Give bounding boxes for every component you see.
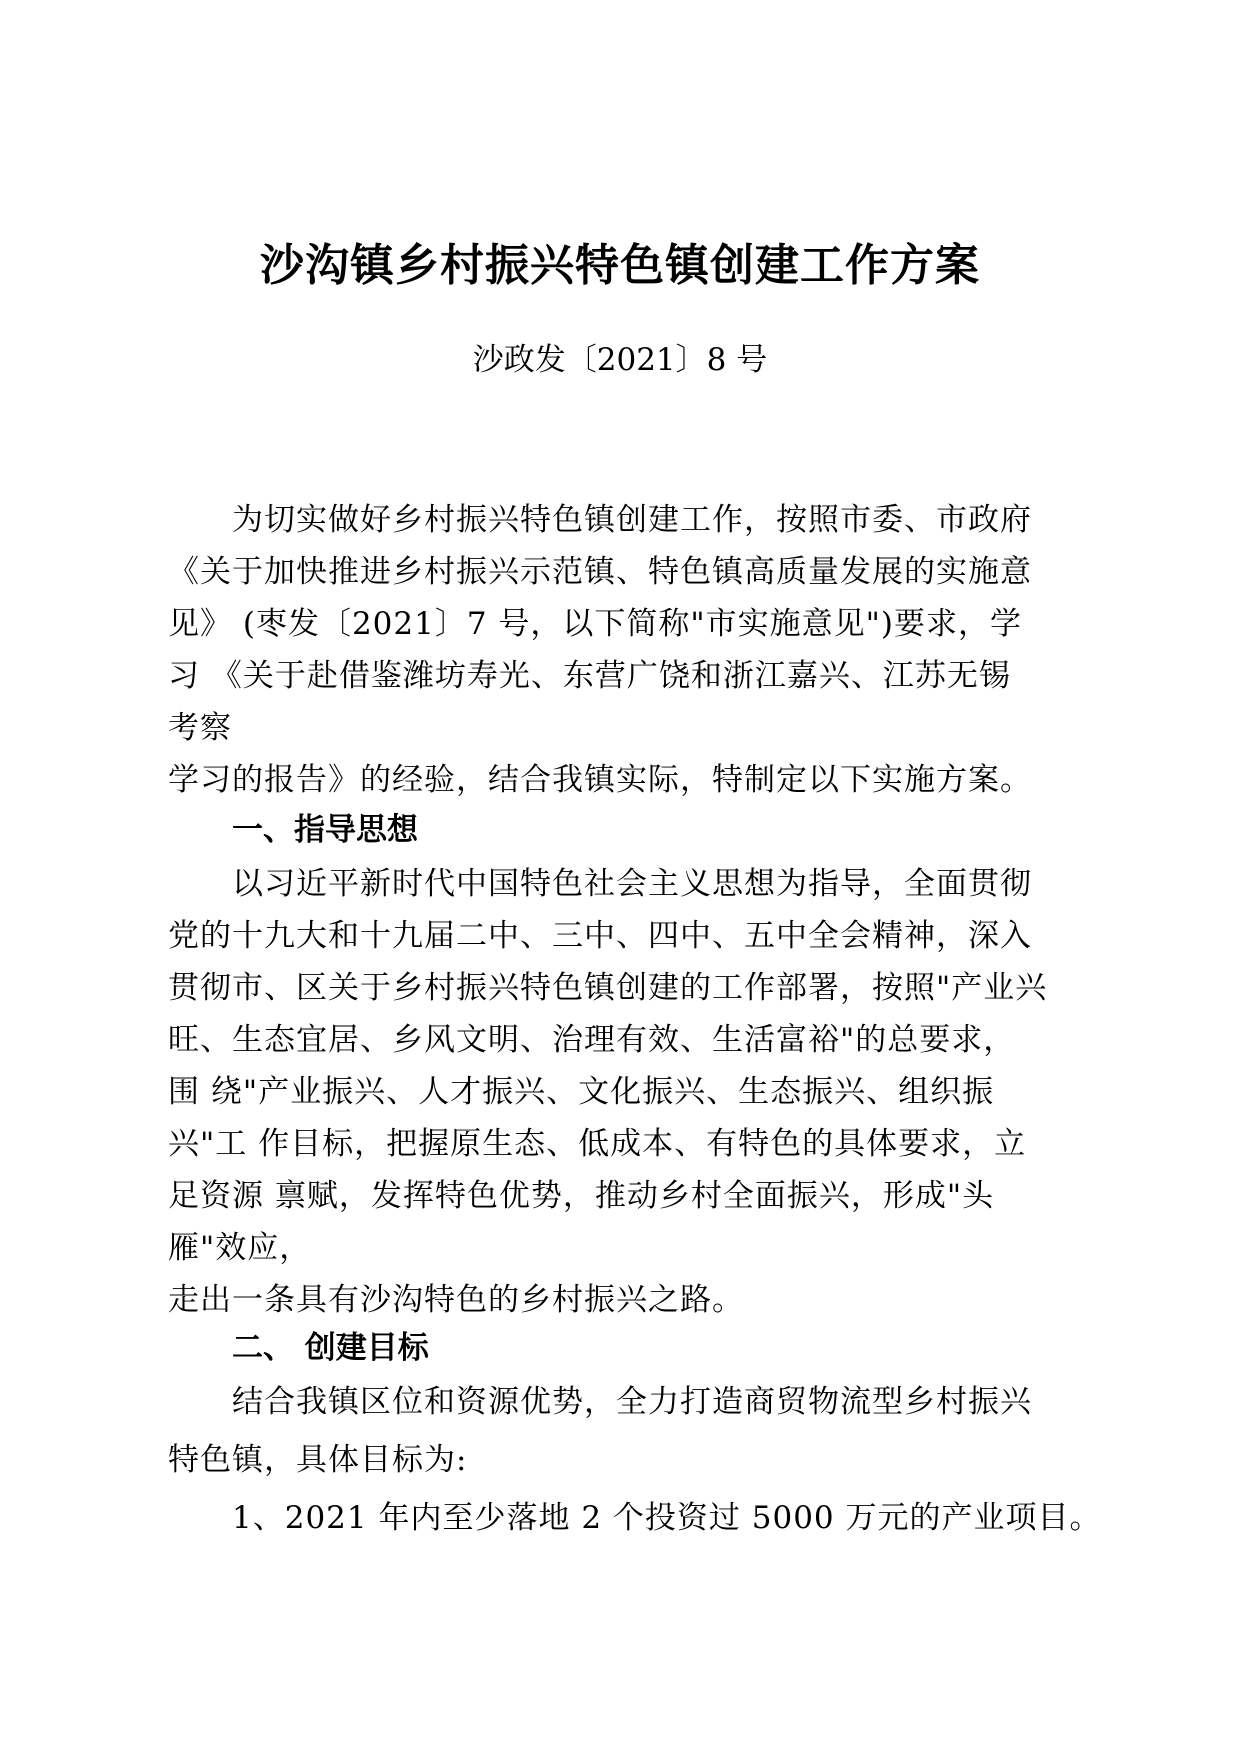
intro-line: 见》 (枣发〔2021〕7 号，以下简称"市实施意见")要求，学 [168, 606, 1023, 642]
intro-line: 考察 [168, 710, 232, 746]
document-title: 沙沟镇乡村振兴特色镇创建工作方案 [260, 240, 980, 291]
section1-line: 足资源 禀赋，发挥特色优势，推动乡村全面振兴，形成"头 [168, 1178, 995, 1214]
section1-line: 贯彻市、区关于乡村振兴特色镇创建的工作部署，按照"产业兴 [168, 970, 1048, 1006]
intro-line: 为切实做好乡村振兴特色镇创建工作，按照市委、市政府 [232, 502, 1032, 538]
section1-line: 走出一条具有沙沟特色的乡村振兴之路。 [168, 1282, 744, 1318]
section1-line: 围 绕"产业振兴、人才振兴、文化振兴、生态振兴、组织振 [168, 1074, 995, 1110]
section1-line: 兴"工 作目标，把握原生态、低成本、有特色的具体要求，立 [168, 1126, 1027, 1162]
intro-line: 学习的报告》的经验，结合我镇实际，特制定以下实施方案。 [168, 762, 1032, 798]
section2-line: 特色镇，具体目标为: [168, 1442, 468, 1478]
section-heading-guiding-ideology: 一、指导思想 [232, 812, 418, 848]
section2-list-item: 1、2021 年内至少落地 2 个投资过 5000 万元的产业项目。 [232, 1500, 1102, 1536]
section1-line: 以习近平新时代中国特色社会主义思想为指导，全面贯彻 [232, 866, 1032, 902]
intro-line: 《关于加快推进乡村振兴示范镇、特色镇高质量发展的实施意 [168, 554, 1032, 590]
section1-line: 旺、生态宜居、乡风文明、治理有效、生活富裕"的总要求， [168, 1022, 1016, 1058]
section2-line: 结合我镇区位和资源优势，全力打造商贸物流型乡村振兴 [232, 1384, 1032, 1420]
intro-line: 习 《关于赴借鉴潍坊寿光、东营广饶和浙江嘉兴、江苏无锡 [168, 658, 1011, 694]
section1-line: 党的十九大和十九届二中、三中、四中、五中全会精神，深入 [168, 918, 1032, 954]
document-number: 沙政发〔2021〕8 号 [472, 342, 768, 378]
section-heading-creation-goals: 二、 创建目标 [232, 1330, 429, 1366]
section1-line: 雁"效应， [168, 1230, 312, 1266]
